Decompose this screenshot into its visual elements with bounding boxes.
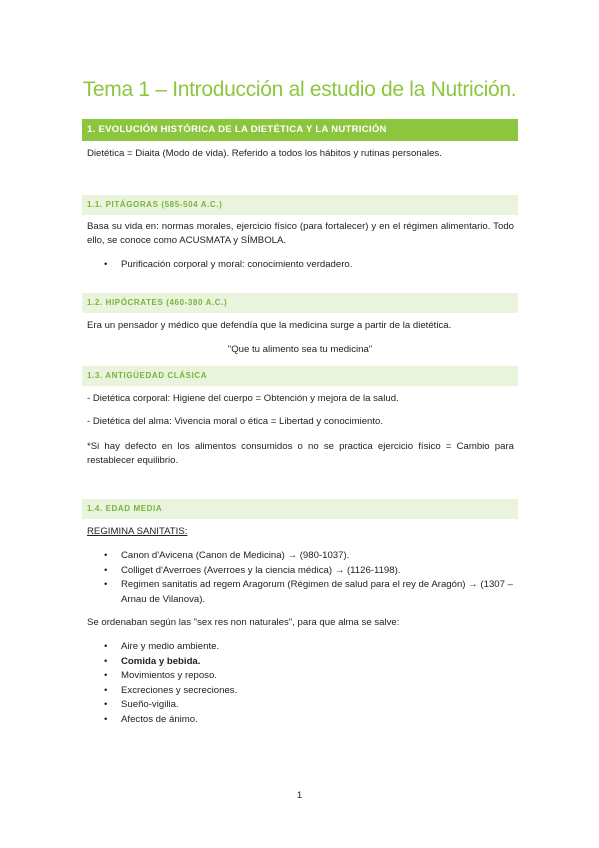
paragraph: Basa su vida en: normas morales, ejercicio físico (para fortalecer) y en el régimen alimentario. Todo ello, se conoce como ACUSMATA y SÍMBOLA.: [87, 221, 514, 246]
page-title: Tema 1 – Introducción al estudio de la Nutrición.: [82, 78, 517, 101]
bullet-icon: •: [104, 641, 108, 652]
list-item: • Excreciones y secreciones.: [104, 684, 514, 699]
subsection-heading: 1.4. EDAD MEDIA: [82, 499, 518, 519]
paragraph: Se ordenaban según las "sex res non naturales", para que alma se salve:: [87, 617, 400, 628]
bullet-icon: •: [104, 259, 108, 270]
bullet-icon: •: [104, 564, 108, 576]
subsection-heading: 1.1. PITÁGORAS (585-504 A.C.): [82, 195, 518, 215]
subheading: REGIMINA SANITATIS:: [87, 526, 188, 537]
paragraph: - Dietética corporal: Higiene del cuerpo = Obtención y mejora de la salud.: [87, 393, 399, 404]
list-item: • Colliget d'Averroes (Averroes y la ciencia médica) → (1126-1198).: [104, 564, 514, 579]
list-item: • Purificación corporal y moral: conocimiento verdadero.: [104, 258, 514, 273]
bullet-icon: •: [104, 579, 108, 590]
list-item: • Sueño-vigilia.: [104, 698, 514, 713]
paragraph: Dietética = Diaita (Modo de vida). Referido a todos los hábitos y rutinas personales.: [87, 148, 442, 159]
bullet-icon: •: [104, 713, 108, 725]
bullet-icon: •: [104, 670, 108, 681]
list-item: • Comida y bebida.: [104, 655, 514, 670]
list-item: • Movimientos y reposo.: [104, 669, 514, 684]
bullet-list: [104, 640, 514, 727]
bullet-icon: •: [104, 550, 108, 561]
bullet-list: [104, 258, 514, 273]
bullet-list: [104, 549, 514, 607]
bullet-icon: •: [104, 684, 108, 696]
subsection-heading: 1.3. ANTIGÜEDAD CLÁSICA: [82, 366, 518, 386]
quote: "Que tu alimento sea tu medicina": [227, 344, 373, 355]
note: *Si hay defecto en los alimentos consumidos o no se practica ejercicio físico = Cambio para restablecer equilibrio.: [87, 441, 514, 466]
bullet-icon: •: [104, 699, 108, 710]
list-item: • Regimen sanitatis ad regem Aragorum (Régimen de salud para el rey de Aragón) → (1307 – Arnau de Vilanova).: [104, 579, 513, 605]
list-item: • Aire y medio ambiente.: [104, 640, 514, 655]
list-item: • Afectos de ánimo.: [104, 713, 514, 728]
paragraph: Era un pensador y médico que defendía que la medicina surge a partir de la dietética.: [87, 320, 452, 331]
page-number: 1: [296, 790, 303, 801]
paragraph: - Dietética del alma: Vivencia moral o ética = Libertad y conocimiento.: [87, 416, 384, 427]
section-heading: 1. EVOLUCIÓN HISTÓRICA DE LA DIETÉTICA Y LA NUTRICIÓN: [82, 119, 518, 141]
subsection-heading: 1.2. HIPÓCRATES (460-380 A.C.): [82, 293, 518, 313]
bullet-icon: •: [104, 655, 108, 667]
list-item: • Canon d'Avicena (Canon de Medicina) → (980-1037).: [104, 549, 514, 564]
